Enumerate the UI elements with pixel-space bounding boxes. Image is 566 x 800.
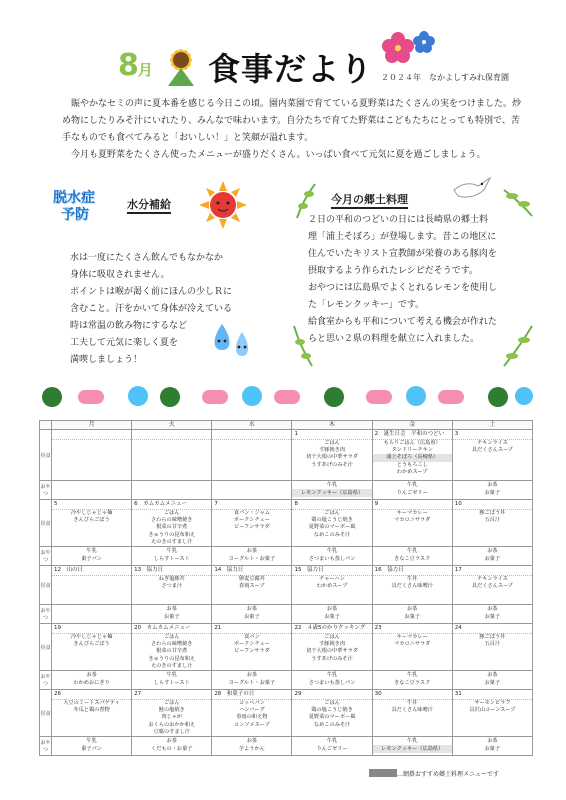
snack-row-label: おやつ (40, 547, 52, 566)
lunch-item: ねぎ塩豚丼 (158, 576, 185, 583)
day-number: 8 (292, 500, 371, 510)
water-heading: 水分補給 (127, 196, 171, 214)
kyodo-line: 摂取するよう作られたレシピだそうです。 (308, 266, 479, 276)
snack-item: 芋ようかん (238, 746, 265, 753)
lunch-item: ビーフンサラダ (234, 648, 270, 655)
snack-item: お茶 (166, 606, 177, 613)
intro-paragraph: 今月も夏野菜をたくさん使ったメニューが盛りだくさん。いっぱい食べて元気に夏を過ごしましょう。 (71, 150, 486, 160)
lunch-item: 牛丼 (407, 700, 418, 707)
lunch-item: わかめスープ (316, 583, 348, 590)
lunch-item: 五目汁 (484, 517, 501, 524)
water-line: 含むこと。汗をかいて身体が冷えている (70, 304, 233, 314)
snack-row-label: おやつ (40, 605, 52, 624)
lunch-item: ごはん (163, 510, 180, 516)
lunch-item: ごはん (324, 700, 340, 707)
water-line: 水は一度にたくさん飲んでもなかなか (70, 253, 224, 263)
lunch-item: きんぴらごぼう (73, 517, 110, 524)
snack-item: ヨーグルト・お菓子 (228, 680, 276, 687)
day-number: 20 カムカムメニュー (132, 624, 211, 634)
day-number: 10 (453, 500, 532, 510)
snack-row (40, 481, 533, 500)
lunch-item: きんぴらごぼう (73, 641, 110, 648)
lunch-item: 夏野菜のマーボー風 (308, 714, 356, 721)
page-title: 食事だより (208, 50, 374, 88)
lunch-item: 根菜の甘辛煮 (156, 524, 188, 531)
day-number (212, 430, 291, 440)
lunch-item: ハンバーグ (239, 707, 265, 714)
lunch-item: コンソメスープ (234, 721, 270, 728)
snack-item: お茶 (487, 548, 498, 555)
kyodo-line: た「レモンクッキー」です。 (308, 300, 425, 310)
snack-cell (212, 737, 292, 756)
snack-item: お茶 (487, 672, 498, 679)
snack-item: お茶 (246, 672, 258, 679)
lunch-item: ごはん (324, 510, 340, 516)
day-number: 2 誕生日会 平和のつどい (373, 430, 452, 440)
lunch-item: チキンライス (476, 440, 508, 446)
day-number: 6 カムカムメニュー (132, 500, 211, 510)
water-line: 工夫して元気に楽しく夏を (70, 338, 179, 348)
day-cell (452, 690, 532, 737)
dehydration-heading: 脱水症 予防 (53, 190, 95, 223)
snack-item: お菓子 (324, 614, 340, 621)
snack-cell (452, 547, 532, 566)
summer-icons-row (38, 384, 534, 410)
day-number: 5 (52, 500, 131, 510)
snack-item: 牛乳 (326, 548, 338, 555)
sun-icon (198, 180, 248, 230)
legend-note: …網掛おすすめ郷土料理メニューです (397, 771, 500, 778)
day-number: 9 (373, 500, 452, 510)
lunch-row (40, 430, 533, 481)
lunch-item: 豆腐のすまし汁 (153, 728, 190, 735)
lunch-item: ごはん (324, 634, 340, 641)
day-cell (452, 624, 532, 671)
lunch-item: きゅうりの昆布和え (148, 655, 196, 662)
lunch-item: 大豆のミートスパゲティ (63, 700, 120, 707)
snack-cell (452, 481, 532, 500)
lunch-row-label: 昼食 (40, 500, 52, 547)
regional-dish-text (308, 212, 530, 348)
snack-cell (132, 481, 212, 500)
day-cell (452, 566, 532, 605)
snack-cell (372, 547, 452, 566)
snack-cell (292, 481, 372, 500)
lunch-item: チャーハン (319, 576, 345, 583)
legend-swatch (369, 769, 397, 777)
day-number: 22 ４歳5のかりクッキング (292, 624, 371, 634)
snack-cell (372, 737, 452, 756)
weekday-header: 月 (52, 421, 132, 430)
snack-item: 菓子パン (81, 746, 102, 753)
snack-item: お菓子 (484, 614, 501, 621)
day-number: 15 協力日 (292, 566, 371, 576)
snack-cell (372, 605, 452, 624)
kyodo-line: 理「浦上そぼろ」が登場します。昔この地区に (308, 232, 497, 242)
lunch-row-label: 昼食 (40, 690, 52, 737)
lunch-row (40, 500, 533, 547)
lunch-row (40, 624, 533, 671)
snack-row-label: おやつ (40, 481, 52, 500)
kyodo-line: ２日の平和のつどいの日には長崎県の郷土料 (308, 215, 489, 225)
lunch-item: うすあげのみそ汁 (311, 461, 353, 468)
lunch-item: す豚挽き肉 (319, 641, 346, 648)
day-cell (212, 566, 292, 605)
day-cell (212, 690, 292, 737)
water-drops-icon (208, 320, 258, 362)
lunch-item: ごはん (163, 700, 180, 707)
day-cell (292, 500, 372, 547)
day-cell (52, 566, 132, 605)
lunch-item: 根菜の甘辛煮 (156, 648, 188, 655)
leaf-border-icon (290, 322, 316, 368)
snack-cell (292, 605, 372, 624)
kyodo-line: 給食室からも平和について考える機会が作れた (308, 317, 497, 327)
weekday-header: 水 (212, 421, 292, 430)
water-line: 満喫しましょう！ (70, 355, 143, 365)
snack-item: しらすトースト (153, 556, 190, 563)
snack-item: 牛乳 (407, 672, 418, 679)
day-number: 12 山の日 (52, 566, 131, 576)
day-number: 14 協力日 (212, 566, 291, 576)
regional-dish-heading: 今月の郷土料理 (331, 191, 408, 209)
snack-item: きなこ豆ラスク (394, 680, 431, 687)
snack-cell (452, 737, 532, 756)
lunch-item: なめこのみそ汁 (313, 531, 351, 538)
lunch-row-label: 昼食 (40, 624, 52, 671)
day-number: 24 (453, 624, 532, 634)
lunch-item: 切干大根の中華サラダ (306, 454, 358, 461)
day-number: 17 (453, 566, 532, 576)
day-cell (212, 500, 292, 547)
day-cell (372, 500, 452, 547)
kyodo-line: 住んでいたキリスト宣教師が栄養のある豚肉を (308, 249, 497, 259)
day-number: 29 (292, 690, 371, 700)
snack-cell (52, 605, 132, 624)
month-number: 8月 (118, 48, 152, 83)
snack-item: お菓子 (244, 614, 260, 621)
day-number: 19 (52, 624, 131, 634)
snack-cell (212, 605, 292, 624)
snack-item: お菓子 (163, 614, 180, 621)
kyodo-line: らと思い２県の料理を献立に入れました。 (308, 334, 480, 344)
day-number: 7 (212, 500, 291, 510)
snack-item: 牛乳 (326, 482, 338, 488)
school-line: ２０２４年 なかよしすみれ保育園 (381, 73, 509, 82)
snack-item: お茶 (487, 606, 498, 613)
day-cell (52, 690, 132, 737)
day-cell (292, 690, 372, 737)
lunch-item: 春雨スープ (239, 583, 265, 590)
day-cell (452, 430, 532, 481)
lunch-item: とうもろこし (396, 461, 428, 468)
snack-row (40, 605, 533, 624)
day-number: 13 協力日 (132, 566, 211, 576)
lunch-item: サーモンピラフ (474, 700, 511, 707)
snack-item: ヨーグルト・お菓子 (228, 556, 276, 563)
lunch-item: す豚挽き肉 (319, 447, 346, 454)
hibiscus-icon (378, 28, 440, 72)
snack-cell (52, 481, 132, 500)
lunch-item: 豚ごぼう丼 (479, 634, 506, 641)
lunch-item: もらりごはん（広島県） (383, 440, 441, 446)
snack-item: りんごゼリー (316, 746, 348, 753)
lunch-item: タンドリーチキン (391, 447, 433, 454)
lunch-item: 卵麦豆腐丼 (238, 576, 265, 583)
leaf-border-icon (500, 322, 536, 368)
snack-cell (372, 671, 452, 690)
day-cell (452, 500, 532, 547)
day-number (52, 430, 131, 440)
lunch-item: キーマカレー (396, 510, 428, 516)
lunch-item: 食パン (244, 634, 260, 641)
lunch-item: 鶏の塩こうじ焼き (311, 707, 353, 714)
snack-item: お茶 (407, 606, 418, 613)
lunch-item: ごはん (324, 440, 340, 446)
lunch-row (40, 566, 533, 605)
snack-item: さつまいも蒸しパン (308, 556, 356, 563)
snack-row (40, 547, 533, 566)
kyodo-line: おやつには広島県でよくとれるレモンを使用し (308, 283, 498, 293)
snack-item: お茶 (246, 738, 258, 745)
snack-row (40, 737, 533, 756)
lunch-item: 浦上そぼろ（長崎県） (373, 454, 452, 461)
day-cell (372, 624, 452, 671)
lunch-item: 冷やしじゃじゃ麺 (70, 510, 113, 516)
day-number: 27 (132, 690, 211, 700)
lunch-item: 具だくさんスープ (471, 583, 513, 590)
lunch-item: 夏野菜のマーボー風 (308, 524, 356, 531)
snack-item: お茶 (166, 738, 177, 745)
day-number: 1 (292, 430, 371, 440)
weekday-header: 金 (372, 421, 452, 430)
day-cell (132, 624, 212, 671)
snack-cell (52, 547, 132, 566)
day-cell (132, 690, 212, 737)
day-number: 26 (52, 690, 131, 700)
day-cell (372, 430, 452, 481)
snack-item: 牛乳 (407, 548, 418, 555)
snack-item: レモンクッキー（広島県） (373, 745, 452, 753)
snack-cell (292, 671, 372, 690)
lunch-row-label: 昼食 (40, 566, 52, 605)
lunch-item: マカロニサラダ (394, 517, 431, 524)
weekday-header: 木 (292, 421, 372, 430)
snack-item: きなこ豆ラスク (394, 556, 431, 563)
lunch-item: ポークシチュー (233, 517, 270, 524)
lunch-item: コッペパン (238, 700, 265, 707)
lunch-item: 冬瓜と鶏の煮物 (73, 707, 110, 714)
lunch-item: 冷やしじゃじゃ麺 (70, 634, 113, 641)
lunch-item: えのきのすまし汁 (150, 662, 193, 669)
snack-item: 菓子パン (81, 556, 102, 563)
dove-icon (450, 172, 492, 202)
snack-item: お茶 (86, 672, 97, 679)
day-cell (52, 624, 132, 671)
snack-item: お茶 (487, 482, 498, 488)
snack-cell (292, 737, 372, 756)
day-number: 21 (212, 624, 291, 634)
lunch-item: チキンライス (476, 576, 508, 583)
lunch-item: きゅうりの昆布和え (148, 531, 196, 538)
lunch-item: えのきのすまし汁 (150, 538, 193, 545)
snack-item: 牛乳 (407, 738, 418, 745)
snack-cell (132, 737, 212, 756)
snack-cell (292, 547, 372, 566)
lunch-item: わかめスープ (396, 468, 428, 475)
lunch-item: 鮭の塩焼き (158, 707, 185, 714)
snack-row-label: おやつ (40, 737, 52, 756)
weekday-header-row (40, 421, 533, 430)
intro-paragraph: 賑やかなセミの声に夏本番を感じる今日この頃。園内菜園で育てている夏野菜はたくさんの実をつけました。炒め物にしたりみそ汁にいれたり、みんなで味わいます。自分たちで育てた野菜はこどもたちにとっても特別で、苦手なものでも食べてみると「おいしい！」と笑顔が溢れます。 (62, 99, 522, 143)
day-cell (52, 500, 132, 547)
day-cell (132, 430, 212, 481)
lunch-item: 豚ごぼう丼 (479, 510, 506, 516)
snack-item: お菓子 (484, 490, 501, 496)
corner-cell (40, 421, 52, 430)
intro-text (62, 96, 527, 164)
lunch-item: ごはん (163, 634, 180, 641)
day-number: 31 (453, 690, 532, 700)
day-cell (372, 690, 452, 737)
lunch-item: さわらの味噌焼き (150, 641, 193, 648)
lunch-item: 切干大根の中華サラダ (306, 648, 358, 655)
snack-item: しらすトースト (153, 680, 190, 687)
snack-item: 牛乳 (166, 672, 177, 679)
snack-item: わかめおにぎり (73, 680, 110, 687)
lunch-item: さつま汁 (161, 583, 183, 590)
day-cell (132, 566, 212, 605)
lunch-item: おくらのおかか和え (148, 721, 196, 728)
snack-cell (452, 605, 532, 624)
lunch-item: うすあげのみそ汁 (311, 655, 353, 662)
snack-item: お菓子 (484, 680, 501, 687)
snack-cell (212, 671, 292, 690)
snack-item: 牛乳 (166, 548, 177, 555)
lunch-item: 鶏の塩こうじ焼き (311, 517, 353, 524)
snack-item: さつまいも蒸しパン (308, 680, 356, 687)
water-line: 時は常温の飲み物にするなど (70, 321, 188, 331)
weekday-header: 火 (132, 421, 212, 430)
snack-item: 牛乳 (407, 482, 418, 488)
water-line: 身体に吸収されません。 (70, 270, 170, 280)
day-number: 3 (453, 430, 532, 440)
snack-cell (372, 481, 452, 500)
snack-item: お茶 (487, 738, 498, 745)
lunch-item: 食パン・ジャム (233, 510, 270, 516)
snack-cell (452, 671, 532, 690)
lunch-item: 五目汁 (484, 641, 501, 648)
lunch-row (40, 690, 533, 737)
snack-item: お茶 (246, 606, 258, 613)
menu-calendar (39, 420, 533, 756)
lunch-item: 具沢山コーンスープ (469, 707, 516, 714)
day-cell (132, 500, 212, 547)
lunch-item: 具だくさん味噌汁 (391, 583, 433, 590)
day-number: 28 和菓子の日 (212, 690, 291, 700)
lunch-row-label: 昼食 (40, 430, 52, 481)
lunch-item: ビーフンサラダ (234, 524, 270, 531)
day-cell (292, 624, 372, 671)
day-cell (372, 566, 452, 605)
snack-cell (132, 605, 212, 624)
lunch-item: さわらの味噌焼き (150, 517, 193, 524)
day-number: 16 協力日 (373, 566, 452, 576)
weekday-header: 土 (452, 421, 532, 430)
day-cell (52, 430, 132, 481)
snack-item: 牛乳 (86, 548, 97, 555)
lunch-item: 具だくさんスープ (471, 447, 513, 454)
snack-cell (212, 547, 292, 566)
snack-item: レモンクッキー（広島県） (292, 489, 371, 497)
lunch-item: 春雨の和え物 (236, 714, 268, 721)
lunch-item: なめこのみそ汁 (313, 721, 351, 728)
lunch-item: 肉じゃが (161, 714, 183, 721)
lunch-item: ポークシチュー (233, 641, 270, 648)
snack-item: 牛乳 (326, 738, 338, 745)
snack-item: 牛乳 (86, 738, 97, 745)
snack-cell (52, 671, 132, 690)
day-cell (292, 566, 372, 605)
snack-item: お菓子 (484, 556, 501, 563)
snack-cell (52, 737, 132, 756)
day-number (132, 430, 211, 440)
sunflower-icon (160, 40, 202, 86)
day-number: 30 (373, 690, 452, 700)
snack-item: お菓子 (484, 746, 501, 753)
snack-item: お茶 (326, 606, 338, 613)
lunch-item: キーマカレー (396, 634, 428, 641)
snack-item: くだもの・お菓子 (150, 746, 193, 753)
snack-item: 牛乳 (326, 672, 338, 679)
snack-row-label: おやつ (40, 671, 52, 690)
lunch-item: 牛丼 (407, 576, 418, 583)
snack-cell (132, 671, 212, 690)
snack-item: りんごゼリー (396, 490, 428, 496)
snack-item: お菓子 (404, 614, 420, 621)
snack-row (40, 671, 533, 690)
lunch-item: 具だくさん味噌汁 (391, 707, 433, 714)
day-number: 23 (373, 624, 452, 634)
day-cell (212, 624, 292, 671)
day-cell (292, 430, 372, 481)
day-cell (212, 430, 292, 481)
lunch-item: マカロニサラダ (394, 641, 431, 648)
water-line: ポイントは喉が渇く前にほんの少しＲに (70, 287, 233, 297)
snack-cell (132, 547, 212, 566)
snack-cell (212, 481, 292, 500)
snack-item: お茶 (246, 548, 258, 555)
